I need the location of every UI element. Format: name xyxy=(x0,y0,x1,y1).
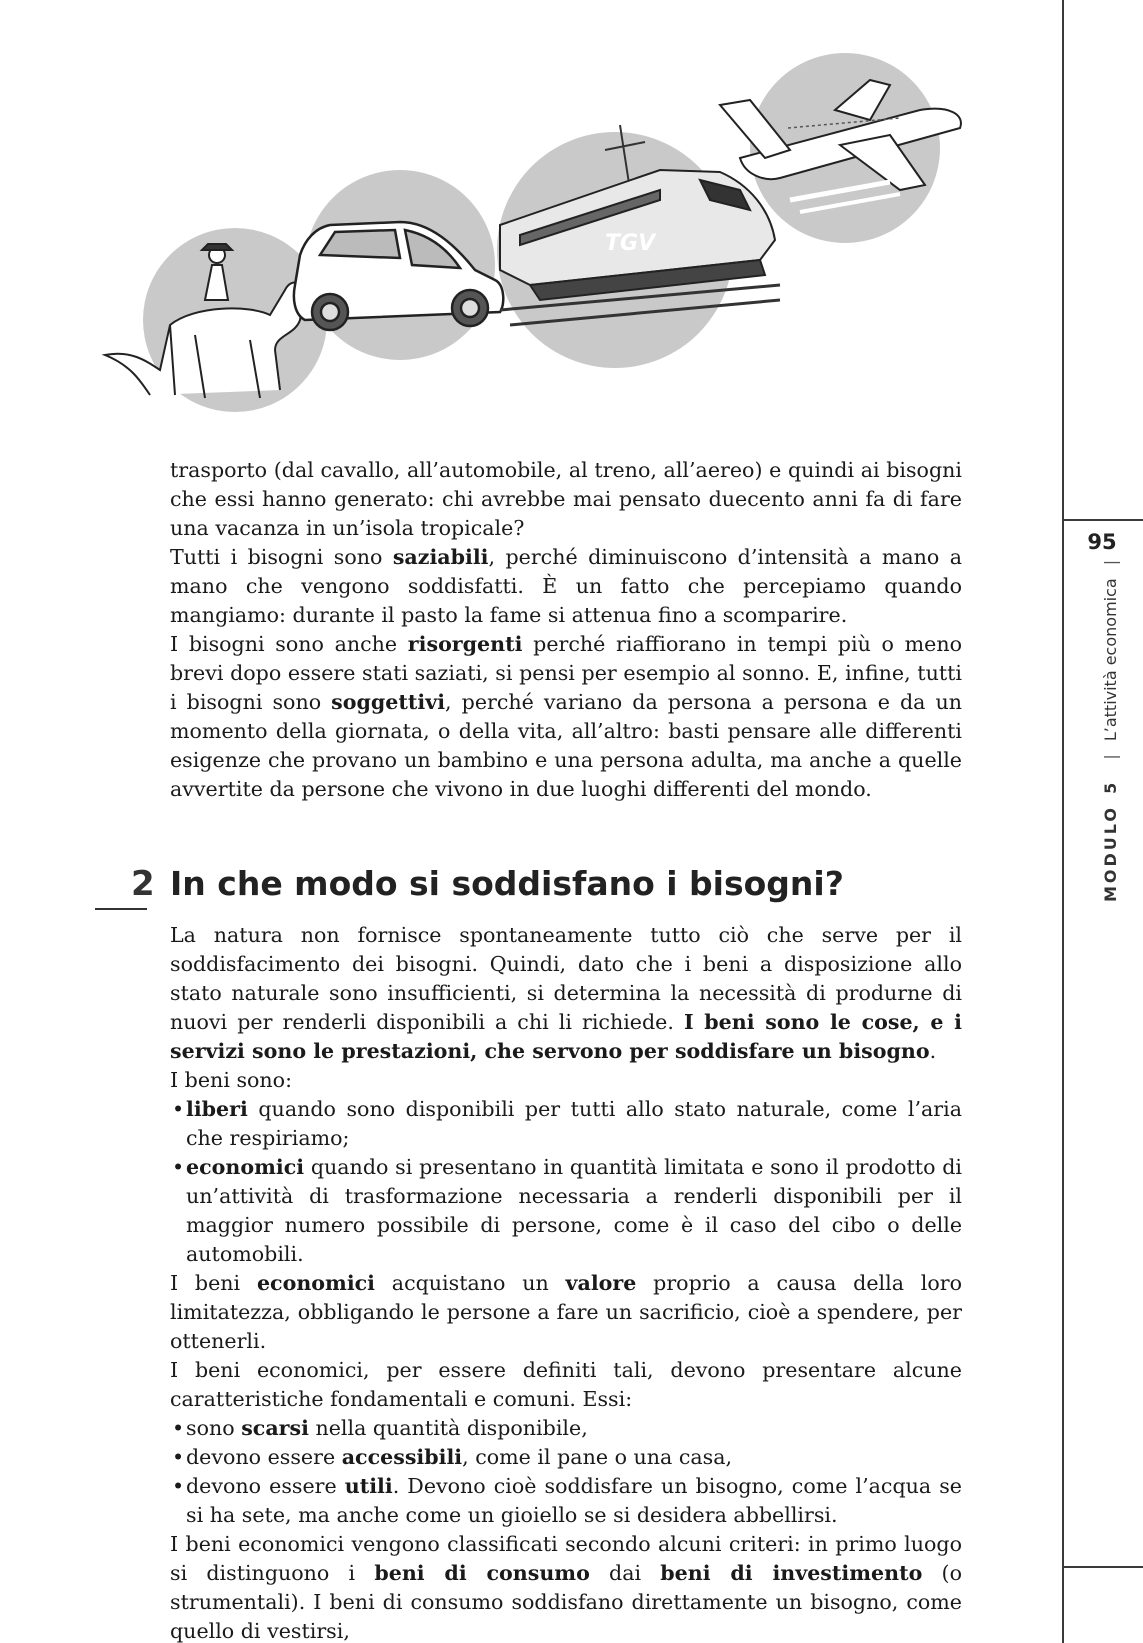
section-body xyxy=(170,921,962,1643)
margin-rule-bottom xyxy=(1062,1566,1143,1568)
section-heading xyxy=(95,864,995,916)
section-paragraph-3: I beni economici acquistano un valore proprio a causa della loro limitatezza, obbligando le persone a fare un sacrificio, cioè a spendere, per ottenerli. xyxy=(170,1271,962,1353)
section-paragraph-1: La natura non fornisce spontaneamente tutto ciò che serve per il soddisfacimento dei bisogni. Quindi, dato che i beni a disposizione allo stato naturale sono insufficienti, si determina la necessità di produrne di nuovi per renderli disponibili a chi li richiede. I beni sono le cose, e i servizi sono le prestazioni, che servono per soddisfare un bisogno. xyxy=(170,923,963,1063)
section-number: 2 xyxy=(131,864,155,904)
section-title: In che modo si soddisfano i bisogni? xyxy=(170,864,844,903)
list-item: • liberi quando sono disponibili per tutti allo stato naturale, come l’aria che respiriamo; xyxy=(170,1095,962,1153)
list-item: • devono essere utili. Devono cioè soddisfare un bisogno, come l’acqua se si ha sete, ma anche come un gioiello se si desidera abbellirsi. xyxy=(170,1472,962,1530)
intro-text xyxy=(170,456,962,804)
section-rule xyxy=(95,908,147,910)
intro-paragraph-1: trasporto (dal cavallo, all’automobile, al treno, all’aereo) e quindi ai bisogni che essi hanno generato: chi avrebbe mai pensato duecento anni fa di fare una vacanza in un’isola tropicale? xyxy=(170,458,962,540)
list-item: • devono essere accessibili, come il pane o una casa, xyxy=(170,1443,962,1472)
goods-types-list xyxy=(170,1095,962,1269)
train-logo: TGV xyxy=(605,231,656,256)
running-head-title: L’attività economica xyxy=(1101,578,1120,742)
margin-rule xyxy=(1062,0,1064,1643)
module-number: 5 xyxy=(1101,782,1120,794)
list-item: • sono scarsi nella quantità disponibile, xyxy=(170,1414,962,1443)
page-number: 95 xyxy=(1087,530,1117,554)
intro-paragraph-3: I bisogni sono anche risorgenti perché riaffiorano in tempi più o meno brevi dopo essere stati saziati, si pensi per esempio al sonno. E, infine, tutti i bisogni sono soggettivi, perché variano da persona a persona e da un momento della giornata, o della vita, all’altro: basti pensare alle differenti esigenze che provano un bambino e una persona adulta, ma anche a quelle avvertite da persone che vivono in due luoghi differenti del mondo. xyxy=(170,632,962,801)
section-paragraph-5: I beni economici vengono classificati secondo alcuni criteri: in primo luogo si distinguono i beni di consumo dai beni di investimento (o strumentali). I beni di consumo soddisfano direttamente un bisogno, come quello di vestirsi, xyxy=(170,1532,962,1643)
section-paragraph-2: I beni sono: xyxy=(170,1068,293,1092)
page-number-rule-top xyxy=(1062,519,1143,521)
module-label: MODULO xyxy=(1101,804,1120,902)
characteristics-list xyxy=(170,1414,962,1530)
intro-paragraph-2: Tutti i bisogni sono saziabili, perché diminuiscono d’intensità a mano a mano che vengono soddisfatti. È un fatto che percepiamo quando mangiamo: durante il pasto la fame si attenua fino a scomparire. xyxy=(170,545,962,627)
list-item: • economici quando si presentano in quantità limitata e sono il prodotto di un’attività di trasformazione necessaria a renderli disponibili per il maggior numero possibile di persone, come è il caso del cibo o delle automobili. xyxy=(170,1153,962,1269)
transport-evolution-illustration xyxy=(100,50,1020,420)
section-paragraph-4: I beni economici, per essere definiti tali, devono presentare alcune caratteristiche fondamentali e comuni. Essi: xyxy=(170,1358,962,1411)
running-head: MODULO 5 | L’attività economica | xyxy=(1101,559,1120,902)
